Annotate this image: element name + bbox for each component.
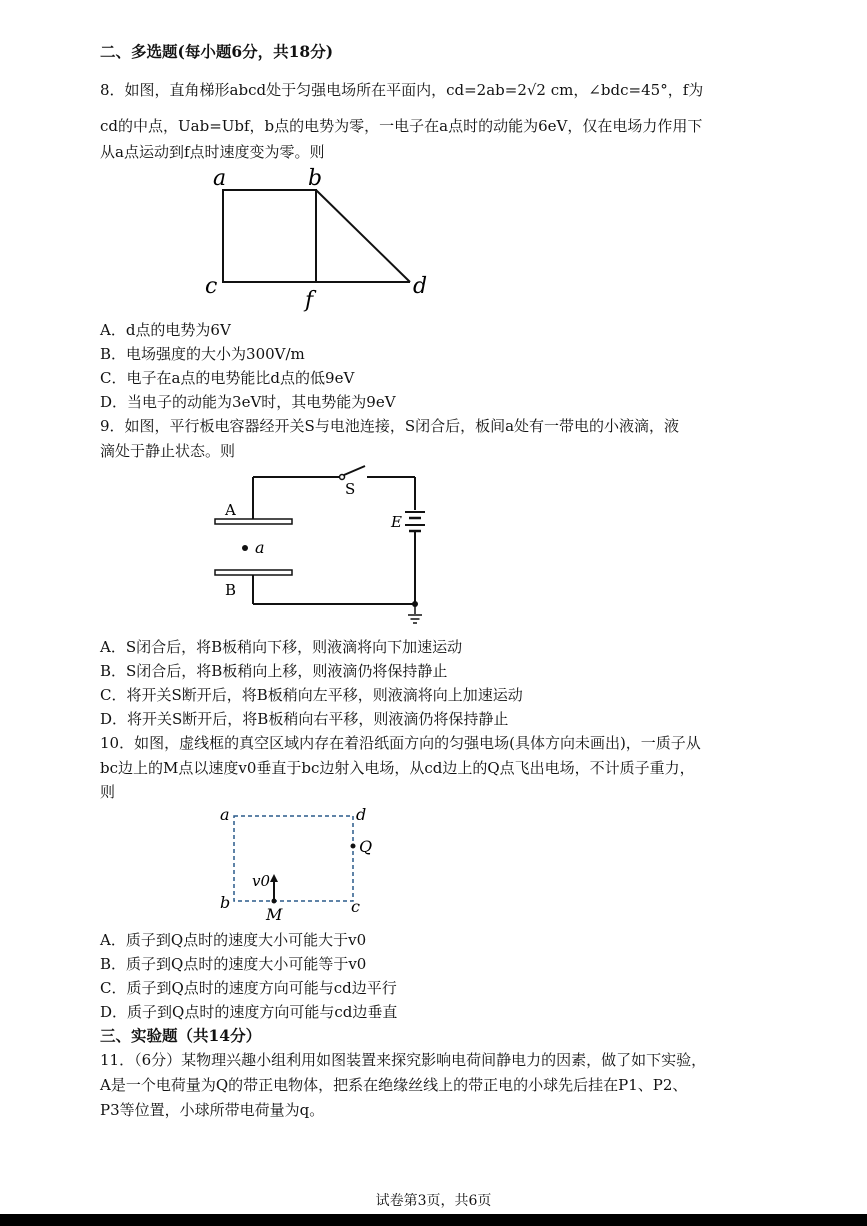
velocity-arrowhead — [270, 874, 278, 882]
q8-line3: 从a点运动到f点时速度变为零。则 — [100, 143, 325, 161]
q9-option-b: B．S闭合后，将B板稍向上移，则液滴仍将保持静止 — [100, 662, 448, 680]
label-emf: E — [391, 513, 402, 531]
plate-b — [215, 570, 292, 575]
q9-option-a: A．S闭合后，将B板稍向下移，则液滴将向下加速运动 — [100, 638, 463, 656]
label-v0: v0 — [252, 872, 271, 890]
q10-option-b: B．质子到Q点时的速度大小可能等于v0 — [100, 955, 367, 973]
q8-line2: cd的中点，Uab=Ubf，b点的电势为零，一电子在a点时的动能为6eV，仅在电场力作用下 — [100, 117, 703, 135]
q9-option-d: D．将开关S断开后，将B板稍向右平移，则液滴仍将保持静止 — [100, 710, 509, 728]
q10-option-a: A．质子到Q点时的速度大小可能大于v0 — [100, 931, 367, 949]
droplet-dot — [242, 545, 248, 551]
q10-option-c: C．质子到Q点时的速度方向可能与cd边平行 — [100, 979, 397, 997]
q9-line2: 滴处于静止状态。则 — [100, 442, 236, 460]
q8-option-a: A．d点的电势为6V — [100, 321, 231, 339]
point-q — [351, 844, 356, 849]
q8-option-d: D．当电子的动能为3eV时，其电势能为9eV — [100, 393, 396, 411]
label-c: c — [351, 897, 360, 916]
label-a: a — [220, 805, 230, 824]
q10-option-d: D．质子到Q点时的速度方向可能与cd边垂直 — [100, 1003, 398, 1021]
switch-blade — [344, 466, 365, 475]
square-abfc — [223, 190, 316, 282]
page-footer: 试卷第3页，共6页 — [375, 1193, 492, 1209]
q8-line1: 8．如图，直角梯形abcd处于匀强电场所在平面内，cd=2ab=2√2 cm，∠bdc=45°，f为 — [100, 81, 704, 99]
q8-option-b: B．电场强度的大小为300V/m — [100, 345, 305, 363]
q8-trapezoid-diagram — [195, 165, 445, 315]
section3-title: 三、实验题（共14分） — [100, 1026, 262, 1045]
q11-line1: 11．（6分）某物理兴趣小组利用如图装置来探究影响电荷间静电力的因素，做了如下实验， — [100, 1051, 707, 1069]
label-b: b — [308, 166, 323, 191]
label-b: b — [220, 893, 231, 912]
label-c: c — [205, 274, 218, 299]
q10-line3: 则 — [100, 783, 116, 801]
label-switch: S — [345, 480, 356, 498]
point-m — [272, 899, 277, 904]
label-d: d — [413, 274, 428, 299]
label-plate-a: A — [225, 501, 236, 519]
q8-option-c: C．电子在a点的电势能比d点的低9eV — [100, 369, 355, 387]
q10-line1: 10．如图，虚线框的真空区域内存在着沿纸面方向的匀强电场(具体方向未画出)，一质子从 — [100, 734, 701, 752]
label-f: f — [305, 288, 314, 313]
label-d: d — [356, 805, 367, 824]
q10-field-box-diagram — [215, 804, 385, 924]
label-droplet: a — [255, 538, 265, 557]
label-q: Q — [359, 837, 373, 856]
q11-line2: A是一个电荷量为Q的带正电物体，把系在绝缘丝线上的带正电的小球先后挂在P1、P2、 — [100, 1076, 688, 1094]
edge-bd — [316, 190, 410, 282]
q9-option-c: C．将开关S断开后，将B板稍向左平移，则液滴将向上加速运动 — [100, 686, 523, 704]
section2-title: 二、多选题(每小题6分，共18分) — [100, 42, 334, 61]
plate-a — [215, 519, 292, 524]
switch-pivot — [340, 475, 345, 480]
q9-capacitor-circuit — [205, 462, 455, 637]
q10-line2: bc边上的M点以速度v0垂直于bc边射入电场，从cd边上的Q点飞出电场，不计质子重力， — [100, 759, 695, 777]
label-plate-b: B — [225, 581, 237, 599]
label-m: M — [266, 905, 283, 924]
label-a: a — [213, 166, 227, 191]
bottom-border-bar — [0, 1214, 867, 1226]
q11-line3: P3等位置，小球所带电荷量为q。 — [100, 1101, 325, 1119]
q9-line1: 9．如图，平行板电容器经开关S与电池连接，S闭合后，板间a处有一带电的小液滴，液 — [100, 417, 680, 435]
